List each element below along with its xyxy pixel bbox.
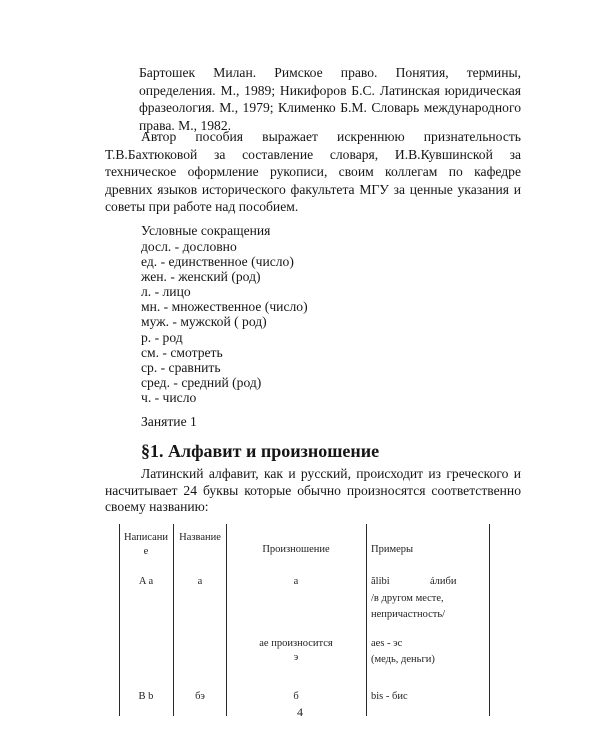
table-cell-name: бэ — [195, 691, 205, 702]
abbreviation-item: досл. - дословно — [141, 239, 237, 254]
abbreviation-item: мн. - множественное (число) — [141, 299, 308, 315]
table-cell-example-word: aes - эс — [371, 638, 403, 649]
table-cell-example-gloss: (медь, деньги) — [371, 654, 435, 665]
header-spelling: Написание — [123, 532, 169, 557]
section-title: §1. Алфавит и произношение — [141, 441, 380, 461]
abbreviation-item: ед. - единственное (число) — [141, 254, 294, 270]
table-cell-example-pron: áлиби — [430, 576, 457, 587]
table-rule — [119, 524, 120, 716]
intro-paragraph: Латинский алфавит, как и русский, происходит из греческого и насчитывает 24 буквы которые обычно произносятся соответственно своему названию: — [105, 466, 521, 514]
table-rule — [173, 524, 174, 716]
table-cell-example-word: ălibi — [371, 576, 390, 587]
abbreviation-item: жен. - женский (род) — [141, 269, 261, 285]
abbreviations-title: Условные сокращения — [141, 223, 271, 238]
abbreviation-item: сред. - средний (род) — [141, 374, 262, 390]
abbreviation-item: л. - лицо — [141, 284, 191, 300]
table-cell-pronunciation: б — [293, 691, 299, 702]
references-paragraph: Бартошек Милан. Римское право. Понятия, термины, определения. М., 1989; Никифоров Б.С. Латинская юридическая фразеология. М., 1979; Клименко Б.М. Словарь международного права. М., 1982. — [139, 65, 521, 133]
table-cell-example-word: bis - бис — [371, 691, 408, 702]
table-rule — [226, 524, 227, 716]
lesson-label: Занятие 1 — [141, 414, 197, 429]
header-examples: Примеры — [371, 544, 414, 555]
abbreviations-list — [141, 239, 308, 405]
acknowledgement-paragraph: Автор пособия выражает искреннюю признательность Т.В.Бахтюковой за составление словаря, И.В.Кувшинской за техническое оформление рукописи, своим коллегам по кафедре древних языков исторического факультета МГУ за ценные указания и советы при работе над пособием. — [105, 129, 521, 214]
page-number: 4 — [297, 705, 303, 719]
abbreviation-item: ср. - сравнить — [141, 359, 221, 375]
abbreviation-item: муж. - мужской ( род) — [141, 314, 267, 330]
abbreviation-item: р. - род — [141, 329, 183, 345]
table-cell-pronunciation: ae произносится э — [259, 638, 333, 663]
table-rule — [366, 524, 367, 716]
abbreviation-item: см. - смотреть — [141, 344, 223, 360]
abbreviation-item: ч. - число — [141, 389, 197, 405]
table-cell-name: а — [197, 576, 203, 587]
table-rule — [489, 524, 490, 716]
table-cell-pronunciation: а — [293, 576, 299, 587]
table-cell-spelling: B b — [138, 691, 154, 702]
header-name: Название — [179, 532, 221, 543]
header-pronunciation: Произношение — [262, 544, 330, 555]
table-cell-example-gloss: /в другом месте, непричастность/ — [371, 593, 446, 620]
table-cell-spelling: A a — [138, 576, 154, 587]
